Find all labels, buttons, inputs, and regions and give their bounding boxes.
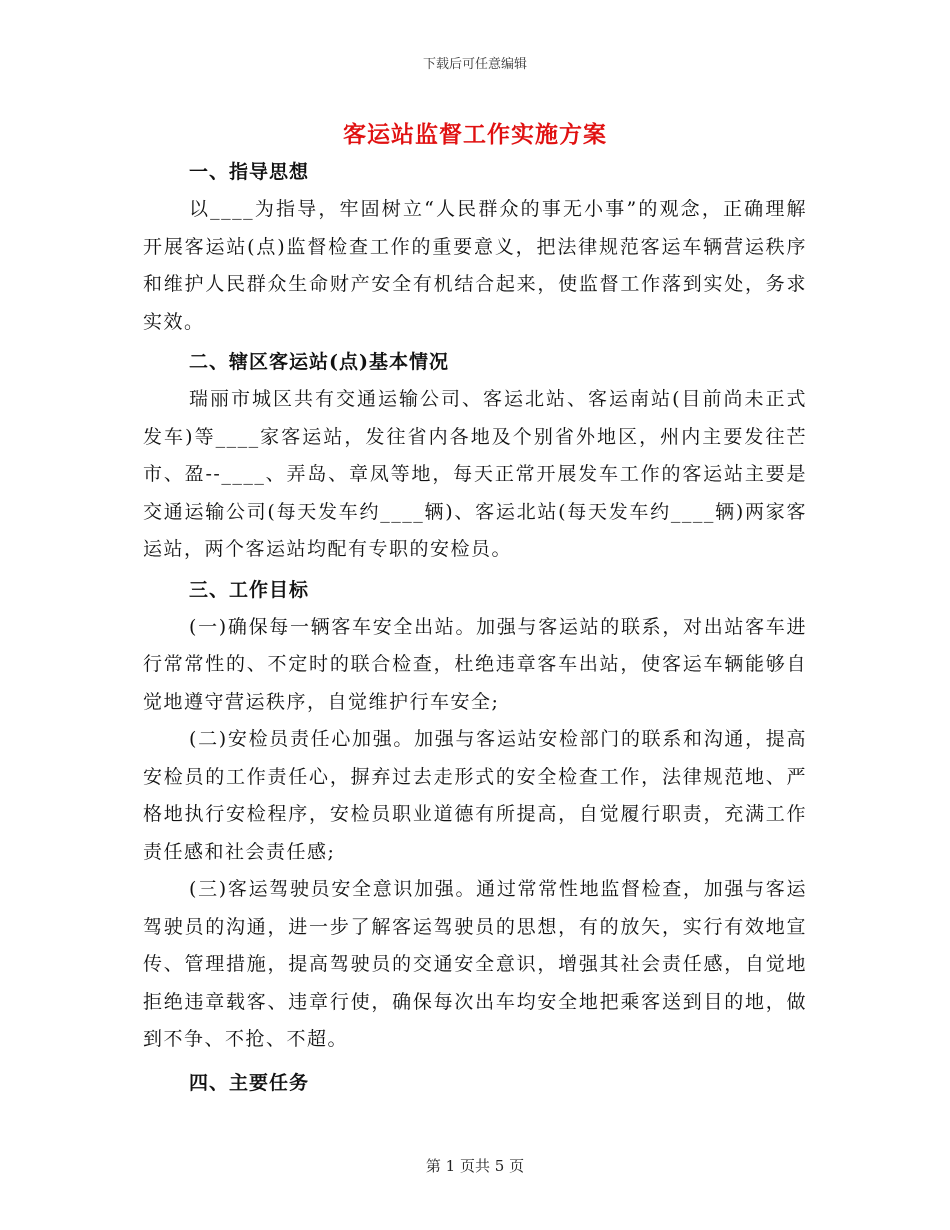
page-number: 第 1 页共 5 页 xyxy=(425,1157,525,1175)
section-heading: 三、工作目标 xyxy=(189,578,310,601)
paragraph: (三)客运驾驶员安全意识加强。通过常常性地监督检查，加强与客运驾驶员的沟通，进一步了解客运驾驶员的思想，有的放矢，实行有效地宣传、管理措施，提高驾驶员的交通安全意识，增强其社会责任感，自觉地拒绝违章载客、违章行使，确保每次出车均安全地把乘客送到目的地，做到不争、不抢、不超。 xyxy=(143,878,807,1050)
document-title: 客运站监督工作实施方案 xyxy=(343,121,607,148)
paragraph: (二)安检员责任心加强。加强与客运站安检部门的联系和沟通，提高安检员的工作责任心，摒弃过去走形式的安全检查工作，法律规范地、严格地执行安检程序，安检员职业道德有所提高，自觉履行职责，充满工作责任感和社会责任感; xyxy=(143,728,807,863)
paragraph: (一)确保每一辆客车安全出站。加强与客运站的联系，对出站客车进行常常性的、不定时的联合检查，杜绝违章客车出站，使客运车辆能够自觉地遵守营运秩序，自觉维护行车安全; xyxy=(143,615,807,713)
section-heading: 二、辖区客运站(点)基本情况 xyxy=(189,351,449,373)
section-heading: 一、指导思想 xyxy=(189,161,310,183)
paragraph: 以____为指导，牢固树立“人民群众的事无小事”的观念，正确理解开展客运站(点)监督检查工作的重要意义，把法律规范客运车辆营运秩序和维护人民群众生命财产安全有机结合起来，使监督工作落到实处，务求实效。 xyxy=(143,198,807,333)
header-note: 下载后可任意编辑 xyxy=(422,57,527,72)
paragraph: 瑞丽市城区共有交通运输公司、客运北站、客运南站(目前尚未正式发车)等____家客运站，发往省内各地及个别省外地区，州内主要发往芒市、盈--____、弄岛、章凤等地，每天正常开展发车工作的客运站主要是交通运输公司(每天发车约____辆)、客运北站(每天发车约____辆)两家客运站，两个客运站均配有专职的安检员。 xyxy=(143,388,807,560)
document-body xyxy=(143,154,807,1102)
section-heading: 四、主要任务 xyxy=(189,1071,310,1094)
